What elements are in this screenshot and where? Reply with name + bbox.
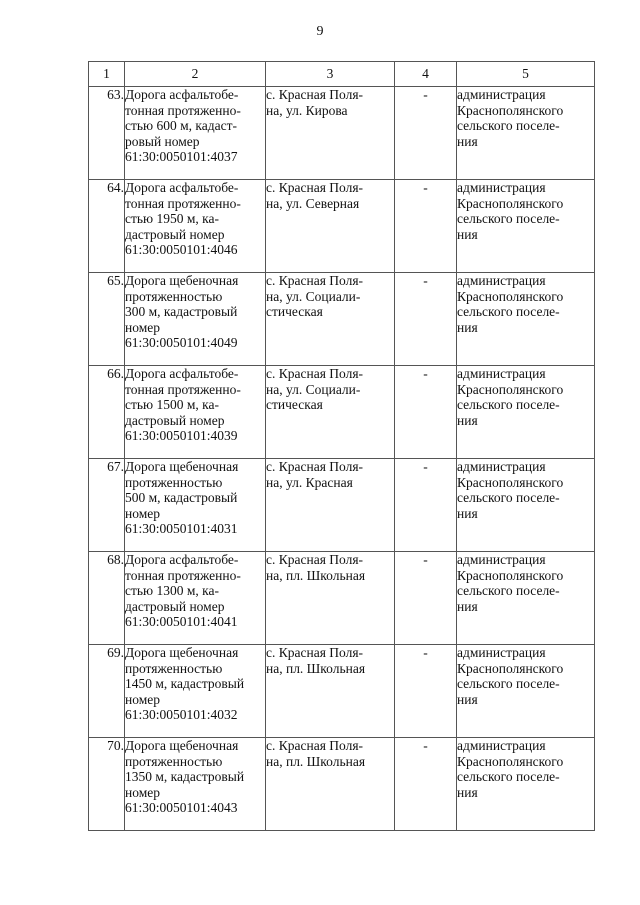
object-name: Дорога щебеночная протяженностью 500 м, кадастровый номер 61:30:0050101:4031: [125, 459, 266, 552]
table-body: [89, 87, 595, 831]
owner: администрация Краснополянского сельского поселе- ния: [457, 459, 595, 552]
object-name: Дорога щебеночная протяженностью 1350 м, кадастровый номер 61:30:0050101:4043: [125, 738, 266, 831]
table-row: [89, 180, 595, 273]
object-address: с. Красная Поля- на, пл. Школьная: [266, 645, 395, 738]
owner: администрация Краснополянского сельского поселе- ния: [457, 738, 595, 831]
column-4-value: -: [395, 273, 457, 366]
column-4-value: -: [395, 366, 457, 459]
row-number: 70.: [89, 738, 125, 831]
table-row: [89, 87, 595, 180]
table-row: [89, 738, 595, 831]
row-number: 69.: [89, 645, 125, 738]
column-4-value: -: [395, 459, 457, 552]
row-number: 67.: [89, 459, 125, 552]
column-4-value: -: [395, 87, 457, 180]
object-address: с. Красная Поля- на, ул. Социали- стическая: [266, 273, 395, 366]
owner: администрация Краснополянского сельского поселе- ния: [457, 180, 595, 273]
header-cell-1: 1: [89, 62, 125, 87]
object-address: с. Красная Поля- на, ул. Кирова: [266, 87, 395, 180]
row-number: 65.: [89, 273, 125, 366]
row-number: 66.: [89, 366, 125, 459]
table-row: [89, 552, 595, 645]
column-4-value: -: [395, 738, 457, 831]
object-name: Дорога щебеночная протяженностью 300 м, кадастровый номер 61:30:0050101:4049: [125, 273, 266, 366]
table-row: [89, 645, 595, 738]
object-name: Дорога асфальтобе- тонная протяженно- стью 1300 м, ка- дастровый номер 61:30:0050101:4041: [125, 552, 266, 645]
row-number: 64.: [89, 180, 125, 273]
object-address: с. Красная Поля- на, пл. Школьная: [266, 738, 395, 831]
header-row: [89, 62, 595, 87]
table-header: [89, 62, 595, 87]
owner: администрация Краснополянского сельского поселе- ния: [457, 552, 595, 645]
property-table: [88, 61, 595, 831]
object-address: с. Красная Поля- на, ул. Северная: [266, 180, 395, 273]
object-name: Дорога щебеночная протяженностью 1450 м, кадастровый номер 61:30:0050101:4032: [125, 645, 266, 738]
column-4-value: -: [395, 180, 457, 273]
object-address: с. Красная Поля- на, ул. Социали- стическая: [266, 366, 395, 459]
header-cell-4: 4: [395, 62, 457, 87]
owner: администрация Краснополянского сельского поселе- ния: [457, 87, 595, 180]
page-number: 9: [316, 24, 324, 39]
column-4-value: -: [395, 552, 457, 645]
object-name: Дорога асфальтобе- тонная протяженно- стью 600 м, кадаст- ровый номер 61:30:0050101:4037: [125, 87, 266, 180]
owner: администрация Краснополянского сельского поселе- ния: [457, 366, 595, 459]
header-cell-2: 2: [125, 62, 266, 87]
object-address: с. Красная Поля- на, пл. Школьная: [266, 552, 395, 645]
header-cell-5: 5: [457, 62, 595, 87]
row-number: 68.: [89, 552, 125, 645]
table-row: [89, 273, 595, 366]
table-row: [89, 366, 595, 459]
object-name: Дорога асфальтобе- тонная протяженно- стью 1500 м, ка- дастровый номер 61:30:0050101:4039: [125, 366, 266, 459]
object-name: Дорога асфальтобе- тонная протяженно- стью 1950 м, ка- дастровый номер 61:30:0050101:4046: [125, 180, 266, 273]
header-cell-3: 3: [266, 62, 395, 87]
owner: администрация Краснополянского сельского поселе- ния: [457, 645, 595, 738]
object-address: с. Красная Поля- на, ул. Красная: [266, 459, 395, 552]
column-4-value: -: [395, 645, 457, 738]
table-row: [89, 459, 595, 552]
owner: администрация Краснополянского сельского поселе- ния: [457, 273, 595, 366]
row-number: 63.: [89, 87, 125, 180]
